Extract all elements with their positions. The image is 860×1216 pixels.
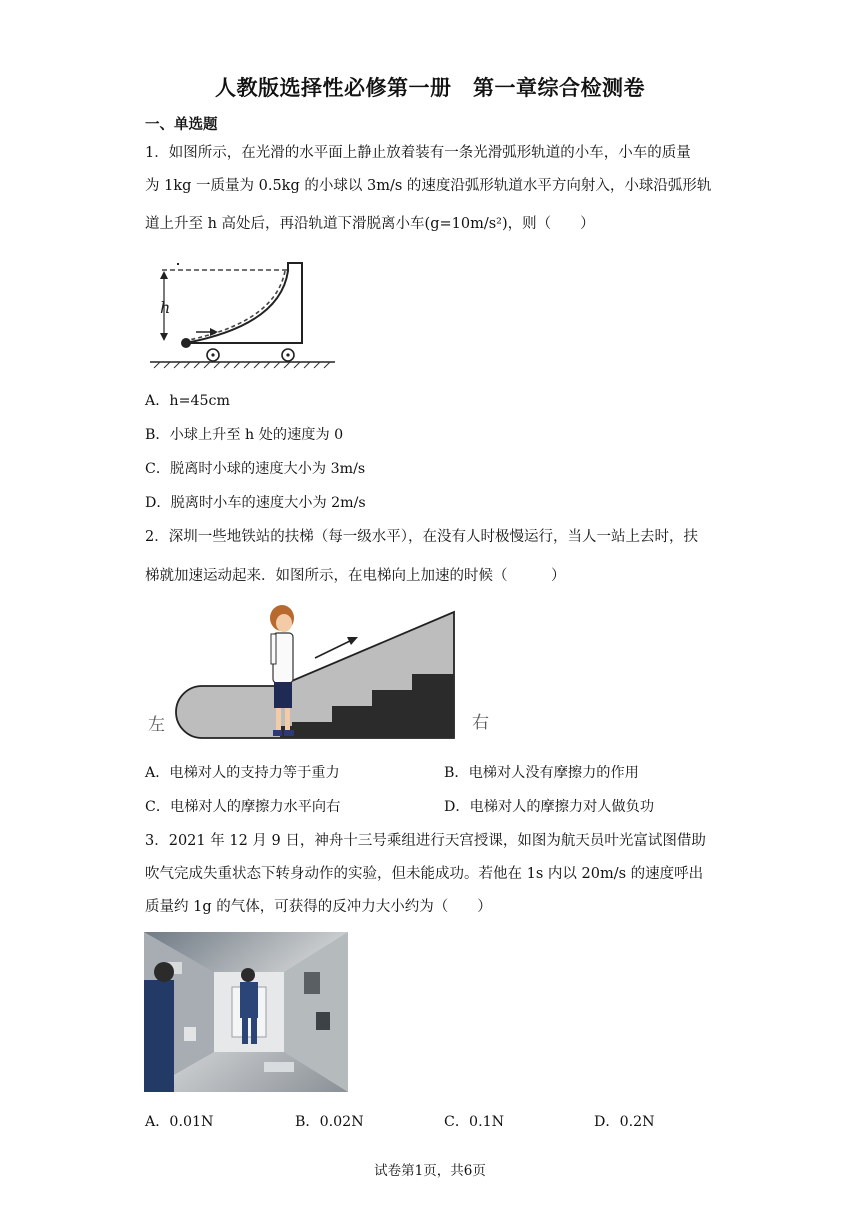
q3-option-c[interactable]: C．0.1N xyxy=(444,1114,505,1130)
section-heading: 一、单选题 xyxy=(145,117,218,133)
q3-figure-space-station-photo xyxy=(144,932,348,1092)
q1-line-2: 为 1kg 一质量为 0.5kg 的小球以 3m/s 的速度沿弧形轨道水平方向射入，小球沿弧形轨 xyxy=(145,178,712,194)
q1-option-b[interactable]: B．小球上升至 h 处的速度为 0 xyxy=(145,427,344,443)
page-footer: 试卷第1页，共6页 xyxy=(374,1163,486,1179)
q1-option-d[interactable]: D．脱离时小车的速度大小为 2m/s xyxy=(145,495,366,511)
q1-option-a[interactable]: A．h=45cm xyxy=(145,393,230,409)
q1-option-c[interactable]: C．脱离时小球的速度大小为 3m/s xyxy=(145,461,366,477)
q3-option-d[interactable]: D．0.2N xyxy=(594,1114,655,1130)
q1-line-3: 道上升至 h 高处后，再沿轨道下滑脱离小车(g=10m/s²)，则（ ） xyxy=(145,216,595,232)
q3-option-a[interactable]: A．0.01N xyxy=(145,1114,214,1130)
q1-figure-cart-track xyxy=(140,255,340,375)
q3-line-1: 3．2021 年 12 月 9 日，神舟十三号乘组进行天宫授课，如图为航天员叶光富试图借助 xyxy=(145,833,706,849)
q2-figure-right-label: 右 xyxy=(472,713,489,733)
q1-figure-h-label: h xyxy=(160,298,171,317)
q3-line-3: 质量约 1g 的气体，可获得的反冲力大小约为（ ） xyxy=(145,899,492,915)
q2-figure-escalator xyxy=(140,600,500,745)
q2-line-1: 2．深圳一些地铁站的扶梯（每一级水平），在没有人时极慢运行，当人一站上去时，扶 xyxy=(145,529,698,545)
q1-line-1: 1．如图所示，在光滑的水平面上静止放着装有一条光滑弧形轨道的小车，小车的质量 xyxy=(145,145,691,161)
q2-option-a[interactable]: A．电梯对人的支持力等于重力 xyxy=(145,765,340,781)
q2-option-d[interactable]: D．电梯对人的摩擦力对人做负功 xyxy=(444,799,655,815)
page-title: 人教版选择性必修第一册 第一章综合检测卷 xyxy=(215,76,645,100)
q2-figure-left-label: 左 xyxy=(148,715,165,735)
q3-line-2: 吹气完成失重状态下转身动作的实验，但未能成功。若他在 1s 内以 20m/s 的速度呼出 xyxy=(145,866,704,882)
q2-line-2: 梯就加速运动起来．如图所示，在电梯向上加速的时候（ ） xyxy=(145,568,566,584)
q3-option-b[interactable]: B．0.02N xyxy=(295,1114,364,1130)
q2-option-c[interactable]: C．电梯对人的摩擦力水平向右 xyxy=(145,799,341,815)
q2-option-b[interactable]: B．电梯对人没有摩擦力的作用 xyxy=(444,765,639,781)
